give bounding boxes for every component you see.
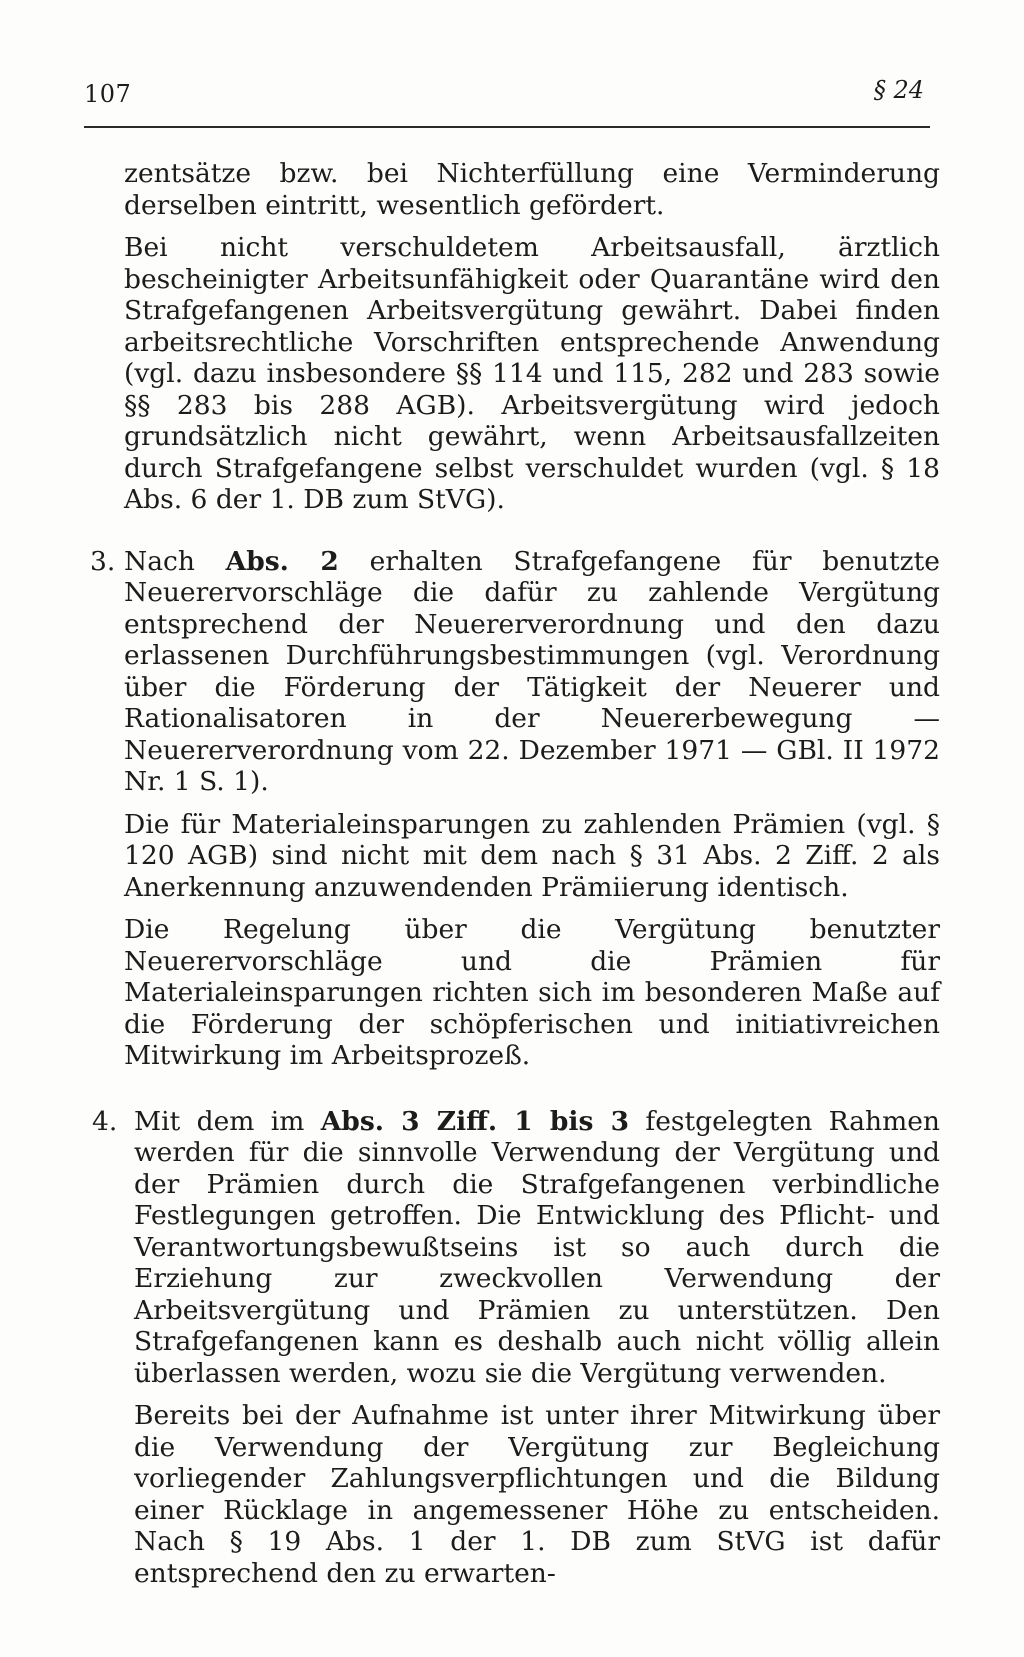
item-text: festgelegten Rahmen werden für die sinnvolle Verwendung der Vergütung und der Prämien durch die Strafgefangenen verbindliche Festlegungen getroffen. Die Entwicklung des Pflicht- und Verantwortungsbewußtseins ist so auch durch die Erziehung zur zweckvollen Verwendung der Arbeitsvergütung und Prämien zu unterstützen. Den Strafgefangenen kann es deshalb auch nicht völlig allein überlassen werden, wozu sie die Vergütung verwenden. [134,1105,940,1389]
numbered-item-3 [90,545,940,798]
paragraph-continuation: zentsätze bzw. bei Nichterfüllung eine Verminderung derselben eintritt, wesentlich gefördert. [124,158,940,221]
section-reference: § 24 [873,76,924,104]
item-bold-ref: Abs. 2 [225,545,339,577]
paragraph-arbeitsausfall: Bei nicht verschuldetem Arbeitsausfall, ärztlich bescheinigter Arbeitsunfähigkeit oder Quarantäne wird den Strafgefangenen Arbeitsvergütung gewährt. Dabei finden arbeitsrechtliche Vorschriften entsprechende Anwendung (vgl. dazu insbesondere §§ 114 und 115, 282 und 283 sowie §§ 283 bis 288 AGB). Arbeitsvergütung wird jedoch grundsätzlich nicht gewährt, wenn Arbeitsausfallzeiten durch Strafgefangene selbst verschuldet wurden (vgl. § 18 Abs. 6 der 1. DB zum StVG). [124,232,940,515]
item-number: 3. [90,545,116,577]
page-number: 107 [84,80,132,108]
item-lead: Mit dem im [134,1105,321,1137]
item-bold-ref: Abs. 3 Ziff. 1 bis 3 [320,1105,630,1137]
paragraph-regelung: Die Regelung über die Vergütung benutzter Neuerervorschläge und die Prämien für Materialeinsparungen richten sich im besonderen Maße auf die Förderung der schöpferischen und initiativreichen Mitwirkung im Arbeitsprozeß. [124,914,940,1071]
item-lead: Nach [124,545,226,577]
numbered-item-4 [92,1105,940,1390]
header-rule [84,126,930,128]
paragraph-aufnahme: Bereits bei der Aufnahme ist unter ihrer Mitwirkung über die Verwendung der Vergütung zur Begleichung vorliegender Zahlungsverpflichtungen und die Bildung einer Rücklage in angemessener Höhe zu entscheiden. Nach § 19 Abs. 1 der 1. DB zum StVG ist dafür entsprechend den zu erwarten- [134,1400,940,1589]
item-number: 4. [92,1105,118,1137]
page-header [84,76,934,116]
paragraph-materialeinsparungen: Die für Materialeinsparungen zu zahlenden Prämien (vgl. § 120 AGB) sind nicht mit dem nach § 31 Abs. 2 Ziff. 2 als Anerkennung anzuwendenden Prämiierung identisch. [124,808,940,903]
item-text: erhalten Strafgefangene für benutzte Neuerervorschläge die dafür zu zahlende Vergütung entsprechend der Neuererverordnung und den dazu erlassenen Durchführungsbestimmungen (vgl. Verordnung über die Förderung der Tätigkeit der Neuerer und Rationalisatoren in der Neuererbewegung — Neuererverordnung vom 22. Dezember 1971 — GBl. II 1972 Nr. 1 S. 1). [124,545,940,797]
body-text [90,158,940,1600]
